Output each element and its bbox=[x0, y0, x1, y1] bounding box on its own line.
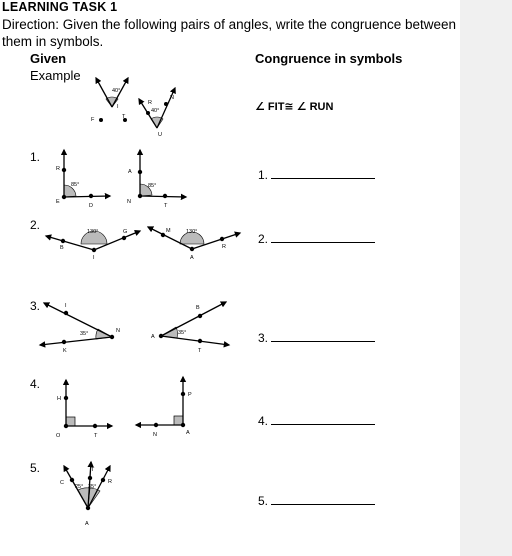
item-2-measure-right: 130° bbox=[186, 229, 198, 235]
direction-text-line-1: Direction: Given the following pairs of angles, write the congruence between bbox=[2, 17, 457, 32]
item-5-figure bbox=[60, 462, 112, 527]
item-3-number: 3. bbox=[30, 299, 41, 313]
example-measure-left: 40° bbox=[112, 88, 121, 94]
item-1-measure-left: 85° bbox=[71, 182, 80, 188]
item-5-measure-1: 25° bbox=[75, 484, 84, 490]
item-3-label-k: K bbox=[63, 348, 67, 354]
item-2-label-g: G bbox=[123, 229, 128, 235]
item-3-label-n: N bbox=[116, 328, 120, 334]
item-1-label-a: A bbox=[128, 169, 132, 175]
example-label-u: U bbox=[158, 132, 162, 138]
example-angle-run bbox=[139, 88, 175, 138]
item-3-label-b: B bbox=[196, 305, 200, 311]
example-measure-right: 40° bbox=[151, 108, 160, 114]
example-label-i: I bbox=[117, 104, 119, 110]
item-4-label-n: N bbox=[153, 432, 157, 438]
item-3-left-angle bbox=[40, 303, 120, 354]
item-3-label-a: A bbox=[151, 334, 155, 340]
answer-label-5: 5. bbox=[258, 494, 269, 508]
item-4-left-angle bbox=[56, 380, 112, 439]
item-1-label-d: D bbox=[89, 203, 93, 209]
item-1-label-t: T bbox=[164, 203, 168, 209]
page-title: LEARNING TASK 1 bbox=[2, 0, 118, 14]
item-1-number: 1. bbox=[30, 150, 41, 164]
example-label-t: T bbox=[122, 114, 126, 120]
item-3-label-i: I bbox=[65, 303, 67, 309]
example-label: Example bbox=[30, 68, 81, 83]
direction-text-line-2: them in symbols. bbox=[2, 34, 104, 49]
item-4-label-p: P bbox=[188, 392, 192, 398]
item-4-label-a: A bbox=[186, 430, 190, 436]
item-2-label-b: B bbox=[60, 245, 64, 251]
item-1-left-angle bbox=[56, 150, 110, 209]
item-2-number: 2. bbox=[30, 218, 41, 232]
item-2-measure-left: 130° bbox=[87, 229, 99, 235]
item-4-label-t: T bbox=[94, 433, 98, 439]
item-1-label-r: R bbox=[56, 166, 60, 172]
item-2-label-r: R bbox=[222, 244, 226, 250]
item-5-label-t: T bbox=[91, 467, 95, 473]
example-angle-fit bbox=[91, 78, 128, 123]
item-5-label-a: A bbox=[85, 521, 89, 527]
item-5-number: 5. bbox=[30, 461, 41, 475]
item-2-label-i: I bbox=[93, 255, 95, 261]
answer-label-4: 4. bbox=[258, 414, 269, 428]
item-4-number: 4. bbox=[30, 377, 41, 391]
example-label-r: R bbox=[148, 100, 152, 106]
example-label-f: F bbox=[91, 117, 95, 123]
item-3-right-angle bbox=[151, 302, 229, 354]
answer-label-1: 1. bbox=[258, 168, 269, 182]
item-3-label-t: T bbox=[198, 348, 202, 354]
item-5-measure-2: 35° bbox=[88, 484, 97, 490]
item-3-measure-right: 35° bbox=[178, 330, 187, 336]
item-2-left-angle bbox=[46, 229, 140, 261]
item-5-label-c: C bbox=[60, 480, 64, 486]
answer-label-2: 2. bbox=[258, 232, 269, 246]
item-5-label-r: R bbox=[108, 479, 112, 485]
item-1-right-angle bbox=[127, 150, 186, 209]
item-1-label-e: E bbox=[56, 199, 60, 205]
item-2-label-a: A bbox=[190, 255, 194, 261]
item-3-measure-left: 35° bbox=[80, 331, 89, 337]
example-label-n: N bbox=[170, 95, 174, 101]
answer-label-3: 3. bbox=[258, 331, 269, 345]
item-4-label-h: H bbox=[57, 396, 61, 402]
item-1-measure-right: 85° bbox=[148, 183, 157, 189]
item-1-label-n: N bbox=[127, 199, 131, 205]
item-2-right-angle bbox=[148, 227, 240, 261]
item-2-label-m: M bbox=[166, 228, 171, 234]
item-4-right-angle bbox=[136, 377, 192, 438]
congruence-column-header: Congruence in symbols bbox=[255, 51, 403, 66]
given-column-header: Given bbox=[30, 51, 67, 66]
example-answer: ∠ FIT≅ ∠ RUN bbox=[255, 101, 334, 113]
item-4-label-o: O bbox=[56, 433, 61, 439]
